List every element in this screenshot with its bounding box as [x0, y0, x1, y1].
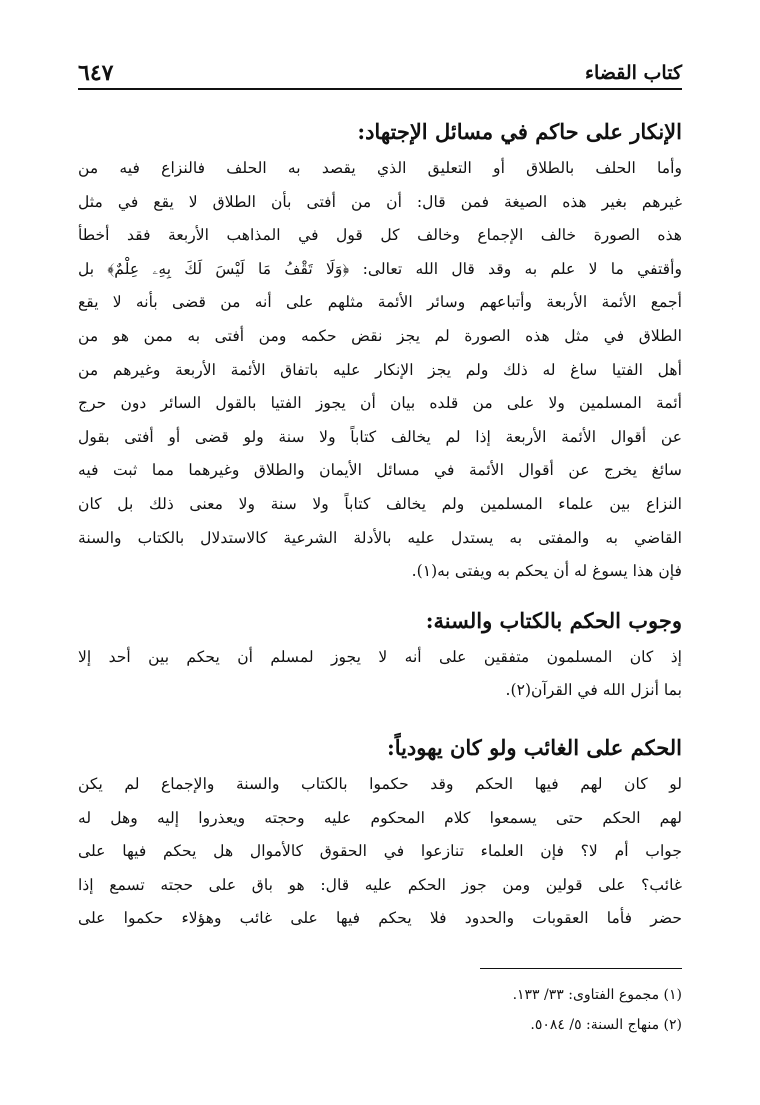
- text-line: غيرهم بغير هذه الصيغة فمن قال: أن من أفتى بأن الطلاق لا يقع في مثل: [78, 192, 682, 211]
- footnote-2: (٢) منهاج السنة: ٥/ ٥٠٨٤.: [530, 1017, 682, 1033]
- text-line: القاضي به والمفتى به يستدل عليه بالأدلة الشرعية كالاستدلال بالكتاب والسنة: [78, 528, 682, 547]
- section-paragraph: [78, 641, 682, 708]
- text-line: جواب أم لا؟ فإن العلماء تنازعوا في الحقوق كالأموال هل يحكم فيها على: [78, 842, 682, 861]
- text-line: لو كان لهم فيها الحكم وقد حكموا بالكتاب والسنة والإجماع لم يكن: [78, 774, 682, 793]
- page-header: [78, 50, 682, 90]
- text-line: إذ كان المسلمون متفقين على أنه لا يجوز لمسلم أن يحكم بين أحد إلا: [78, 647, 682, 666]
- text-line: وأما الحلف بالطلاق أو التعليق الذي يقصد به الحلف فالنزاع فيه من: [78, 159, 682, 177]
- text-line: النزاع بين علماء المسلمين ولم يخالف كتاباً ولا سنة ولا معنى ذلك بل كان: [78, 494, 682, 513]
- section-paragraph: [78, 152, 682, 589]
- text-line: وأقتفي ما لا علم به وقد قال الله تعالى: ﴿وَلَا تَقْفُ مَا لَيْسَ لَكَ بِهِۦ عِلْمٌ﴾ بل: [78, 259, 682, 278]
- text-line: الطلاق في مثل هذه الصورة لم يجز نقض حكمه ومن أفتى به ممن هو من: [78, 326, 682, 345]
- text-line: حضر فأما العقوبات والحدود فلا يحكم فيها على غائب وهؤلاء حكموا على: [78, 909, 682, 928]
- page-number: ٦٤٧: [78, 60, 114, 86]
- text-line: عن أقوال الأئمة الأربعة إذا لم يخالف كتاباً ولا سنة ولو قضى أو أفتى بقول: [78, 427, 682, 446]
- text-line: أهل الفتيا ساغ له ذلك ولم يجز الإنكار عليه باتفاق الأئمة الأربعة وغيرهم من: [78, 360, 682, 379]
- footnotes: [78, 980, 682, 1040]
- text-line: أئمة المسلمين ولا على من قلده بيان أن يجوز الفتيا بالقول السائر دون حرج: [78, 394, 682, 413]
- footnote-divider: [480, 968, 682, 969]
- text-line: هذه الصورة خالف الإجماع وخالف كل قول في المذاهب الأربعة فقد أخطأ: [78, 226, 682, 245]
- page-body: [78, 112, 682, 936]
- section-paragraph: [78, 768, 682, 936]
- running-title: كتاب القضاء: [585, 62, 682, 84]
- text-line: لهم الحكم حتى يسمعوا كلام المحكوم عليه وحجته ويعذروا إليه وهل له: [78, 808, 682, 827]
- text-line: أجمع الأئمة الأربعة وأتباعهم وسائر الأئمة مثلهم على أنه من قضى بأنه لا يقع: [78, 293, 682, 312]
- text-line: بما أنزل الله في القرآن(٢).: [505, 681, 682, 700]
- footnote-1: (١) مجموع الفتاوى: ٣٣/ ١٣٣.: [512, 987, 682, 1003]
- text-line: سائغ يخرج عن أقوال الأئمة في مسائل الأيمان والطلاق وغيرهما مما ثبت فيه: [78, 461, 682, 480]
- text-line: غائب؟ على قولين ومن جوز الحكم عليه قال: هو باق على حجته تسمع إذا: [78, 875, 682, 894]
- section-heading: الحكم على الغائب ولو كان يهودياً:: [386, 734, 682, 760]
- section-heading: الإنكار على حاكم في مسائل الإجتهاد:: [357, 119, 682, 144]
- section-heading: وجوب الحكم بالكتاب والسنة:: [425, 607, 682, 633]
- text-line: فإن هذا يسوغ له أن يحكم به ويفتى به(١).: [411, 562, 682, 581]
